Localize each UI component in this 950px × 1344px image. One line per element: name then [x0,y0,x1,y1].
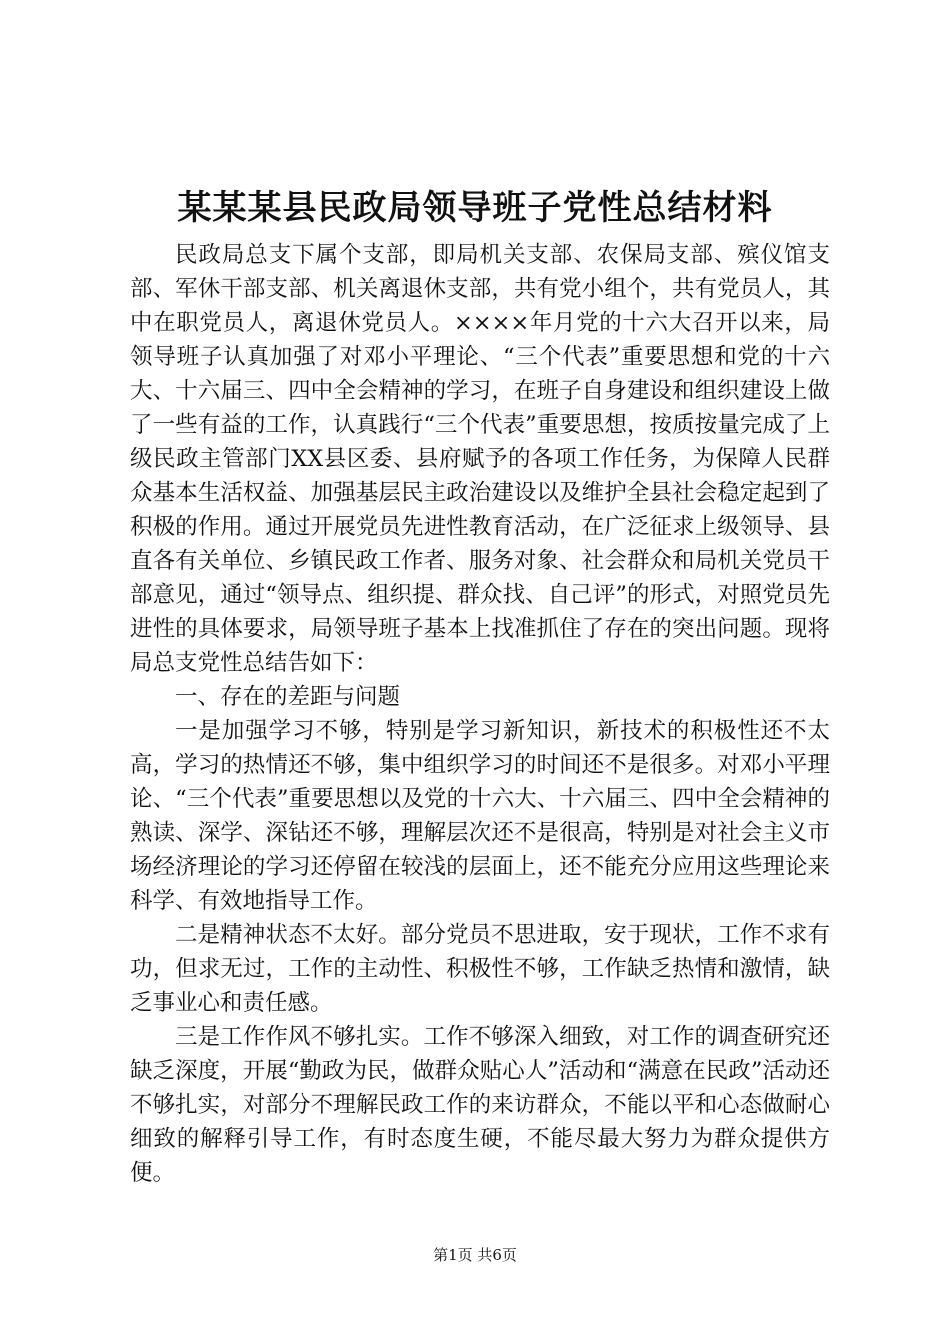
paragraph-problem-2: 二是精神状态不太好。部分党员不思进取，安于现状，工作不求有功，但求无过，工作的主动性、积极性不够，工作缺乏热情和激情，缺乏事业心和责任感。 [130,922,830,1016]
document-body [130,238,830,1190]
section-heading: 一、存在的差距与问题 [175,684,401,710]
paragraph-problem-1: 一是加强学习不够，特别是学习新知识，新技术的积极性还不太高，学习的热情还不够，集中组织学习的时间还不是很多。对邓小平理论、“三个代表”重要思想以及党的十六大、十六届三、四中全会精神的熟读、深学、深钻还不够，理解层次还不是很高，特别是对社会主义市场经济理论的学习还停留在较浅的层面上，还不能充分应用这些理论来科学、有效地指导工作。 [130,718,830,914]
paragraph-problem-3: 三是工作作风不够扎实。工作不够深入细致，对工作的调查研究还缺乏深度，开展“勤政为民，做群众贴心人”活动和“满意在民政”活动还不够扎实，对部分不理解民政工作的来访群众，不能以平和心态做耐心细致的解释引导工作，有时态度生硬，不能尽最大努力为群众提供方便。 [130,1024,830,1186]
paragraph-intro: 民政局总支下属个支部，即局机关支部、农保局支部、殡仪馆支部、军休干部支部、机关离退休支部，共有党小组个，共有党员人，其中在职党员人，离退休党员人。××××年月党的十六大召开以来，局领导班子认真加强了对邓小平理论、“三个代表”重要思想和党的十六大、十六届三、四中全会精神的学习，在班子自身建设和组织建设上做了一些有益的工作，认真践行“三个代表”重要思想，按质按量完成了上级民政主管部门XX县区委、县府赋予的各项工作任务，为保障人民群众基本生活权益、加强基层民主政治建设以及维护全县社会稳定起到了积极的作用。通过开展党员先进性教育活动，在广泛征求上级领导、县直各有关单位、乡镇民政工作者、服务对象、社会群众和局机关党员干部意见，通过“领导点、组织提、群众找、自己评”的形式，对照党员先进性的具体要求，局领导班子基本上找准抓住了存在的突出问题。现将局总支党性总结告如下： [130,242,830,676]
document-title: 某某某县民政局领导班子党性总结材料 [177,188,773,228]
page-number-footer: 第1页 共6页 [433,1246,517,1264]
